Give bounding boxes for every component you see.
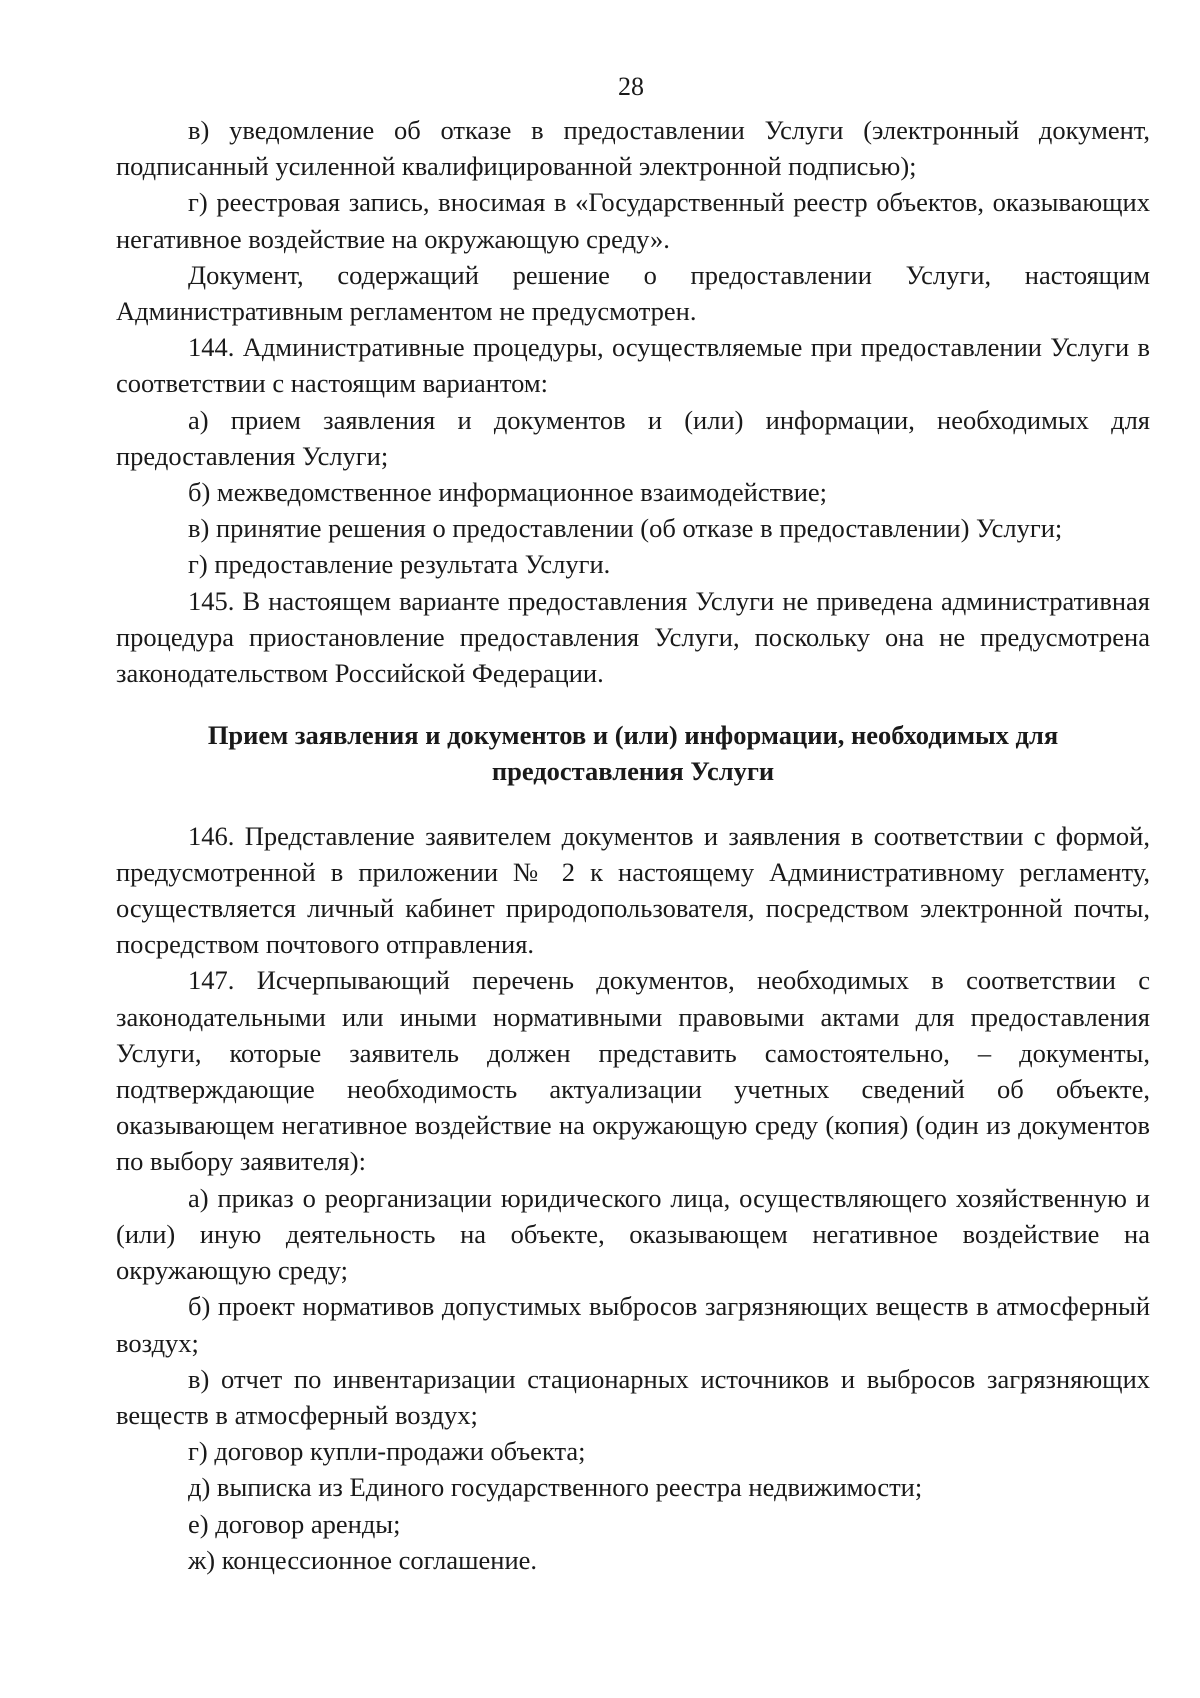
paragraph-145: 145. В настоящем варианте предоставления Услуги не приведена административная процедура приостановление предоставления Услуги, поскольку она не предусмотрена законодательством Российской Федерации. [116, 585, 1150, 689]
list-item-v: в) принятие решения о предоставлении (об отказе в предоставлении) Услуги; [188, 513, 1063, 544]
paragraph-146: 146. Представление заявителем документов и заявления в соответствии с формой, предусмотренной в приложении № 2 к настоящему Административному регламенту, осуществляется личный кабинет природопользователя, посредством электронной почты, посредством почтового отправления. [116, 820, 1150, 960]
paragraph-notice-of-refusal: в) уведомление об отказе в предоставлении Услуги (электронный документ, подписанный усиленной квалифицированной электронной подписью); [116, 115, 1150, 182]
document-body [116, 112, 1150, 1578]
document-item-zh: ж) концессионное соглашение. [188, 1544, 538, 1575]
paragraph-144: 144. Административные процедуры, осуществляемые при предоставлении Услуги в соответствии с настоящим вариантом: [116, 332, 1150, 399]
page-number: 28 [618, 72, 644, 101]
list-item-a: а) прием заявления и документов и (или) информации, необходимых для предоставления Услуги; [116, 404, 1150, 471]
section-heading-line-1: Прием заявления и документов и (или) информации, необходимых для [207, 720, 1059, 751]
document-item-b: б) проект нормативов допустимых выбросов загрязняющих веществ в атмосферный воздух; [116, 1291, 1150, 1358]
document-item-g: г) договор купли-продажи объекта; [188, 1436, 586, 1467]
document-item-d: д) выписка из Единого государственного реестра недвижимости; [188, 1472, 923, 1503]
document-item-e: е) договор аренды; [188, 1508, 401, 1539]
paragraph-registry-entry: г) реестровая запись, вносимая в «Государственный реестр объектов, оказывающих негативное воздействие на окружающую среду». [116, 187, 1150, 254]
document-item-v: в) отчет по инвентаризации стационарных источников и выбросов загрязняющих веществ в атмосферный воздух; [116, 1363, 1150, 1430]
paragraph-147: 147. Исчерпывающий перечень документов, необходимых в соответствии с законодательными или иными нормативными правовыми актами для предоставления Услуги, которые заявитель должен представить самостоятельно, – документы, подтверждающие необходимость актуализации учетных сведений об объекте, оказывающем негативное воздействие на окружающую среду (копия) (один из документов по выбору заявителя): [116, 965, 1150, 1177]
list-item-g: г) предоставление результата Услуги. [188, 549, 611, 580]
list-item-b: б) межведомственное информационное взаимодействие; [188, 477, 828, 508]
document-item-a: а) приказ о реорганизации юридического лица, осуществляющего хозяйственную и (или) иную деятельность на объекте, оказывающем негативное воздействие на окружающую среду; [116, 1182, 1150, 1286]
section-heading [116, 717, 1150, 789]
paragraph-decision-document: Документ, содержащий решение о предоставлении Услуги, настоящим Административным регламентом не предусмотрен. [116, 259, 1150, 327]
section-heading-line-2: предоставления Услуги [491, 756, 775, 787]
